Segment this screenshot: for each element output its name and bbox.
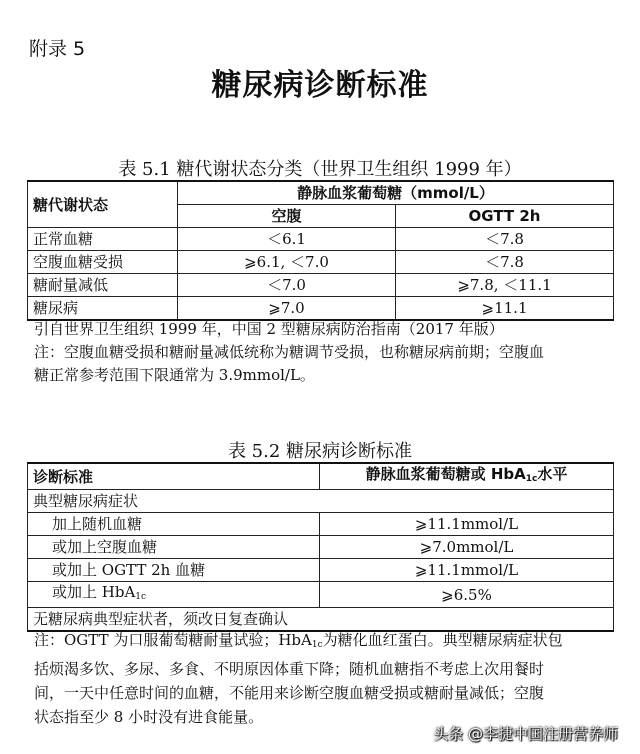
watermark: 头条 @李捷中国注册营养师 [433, 725, 618, 743]
cell-fasting: ⩾7.0 [178, 297, 396, 321]
cell-state: 糖尿病 [28, 297, 178, 321]
cell-state: 糖耐量减低 [28, 274, 178, 297]
header-ogtt: OGTT 2h [396, 205, 614, 228]
page-title: 糖尿病诊断标准 [211, 68, 429, 103]
diabetes-diagnosis-table [27, 462, 614, 632]
cell-fasting: ＜6.1 [178, 228, 396, 251]
table1-caption: 表 5.1 糖代谢状态分类（世界卫生组织 1999 年） [118, 159, 522, 180]
cell-typical-symptoms: 典型糖尿病症状 [28, 490, 614, 513]
table-row [28, 513, 614, 536]
header-level: 静脉血浆葡萄糖或 HbA$_{1c}$水平 [320, 463, 614, 490]
note-line: 括烦渴多饮、多尿、多食、不明原因体重下降；随机血糖指不考虑上次用餐时 [34, 660, 545, 678]
cell-ogtt: ⩾7.8, ＜11.1 [396, 274, 614, 297]
header-criteria: 诊断标准 [28, 463, 320, 490]
table2-note [34, 628, 620, 729]
cell-value: ⩾7.0mmol/L [320, 536, 614, 559]
header-fasting: 空腹 [178, 205, 396, 228]
cell-state: 正常血糖 [28, 228, 178, 251]
table2-caption: 表 5.2 糖尿病诊断标准 [227, 441, 413, 462]
cell-no-symptoms: 无糖尿病典型症状者，须改日复查确认 [28, 608, 614, 632]
note-line: 注：OGTT 为口服葡萄糖耐量试验；HbA$_{1c}$为糖化血红蛋白。典型糖尿病症状包 [34, 631, 563, 650]
cell-ogtt: ＜7.8 [396, 251, 614, 274]
table-row [28, 582, 614, 608]
note-line: 间，一天中任意时间的血糖，不能用来诊断空腹血糖受损或糖耐量减低；空腹 [34, 684, 545, 702]
table-header-row [28, 181, 614, 205]
source-line: 引自世界卫生组织 1999 年，中国 2 型糖尿病防治指南（2017 年版） [34, 320, 504, 338]
table1-note [34, 318, 620, 387]
cell-criteria: 或加上空腹血糖 [28, 536, 320, 559]
note-line: 糖正常参考范围下限通常为 3.9mmol/L。 [34, 366, 315, 384]
table-row [28, 297, 614, 321]
header-state: 糖代谢状态 [28, 181, 178, 228]
table-row [28, 251, 614, 274]
cell-criteria: 或加上 OGTT 2h 血糖 [28, 559, 320, 582]
cell-ogtt: ⩾11.1 [396, 297, 614, 321]
table-row [28, 559, 614, 582]
appendix-label: 附录 5 [29, 38, 86, 60]
cell-ogtt: ＜7.8 [396, 228, 614, 251]
table-row [28, 536, 614, 559]
cell-value: ⩾6.5% [320, 582, 614, 608]
cell-value: ⩾11.1mmol/L [320, 559, 614, 582]
cell-criteria: 或加上 HbA$_{1c}$ [28, 582, 320, 608]
cell-criteria: 加上随机血糖 [28, 513, 320, 536]
cell-state: 空腹血糖受损 [28, 251, 178, 274]
cell-fasting: ⩾6.1, ＜7.0 [178, 251, 396, 274]
table-row [28, 274, 614, 297]
header-group: 静脉血浆葡萄糖（mmol/L） [178, 181, 614, 205]
note-line: 状态指至少 8 小时没有进食能量。 [34, 708, 264, 726]
cell-fasting: ＜7.0 [178, 274, 396, 297]
note-line: 注：空腹血糖受损和糖耐量减低统称为糖调节受损，也称糖尿病前期；空腹血 [34, 343, 545, 361]
table-row [28, 490, 614, 513]
table-header-row [28, 463, 614, 490]
cell-value: ⩾11.1mmol/L [320, 513, 614, 536]
table-row [28, 228, 614, 251]
glucose-metabolism-table [27, 180, 614, 321]
